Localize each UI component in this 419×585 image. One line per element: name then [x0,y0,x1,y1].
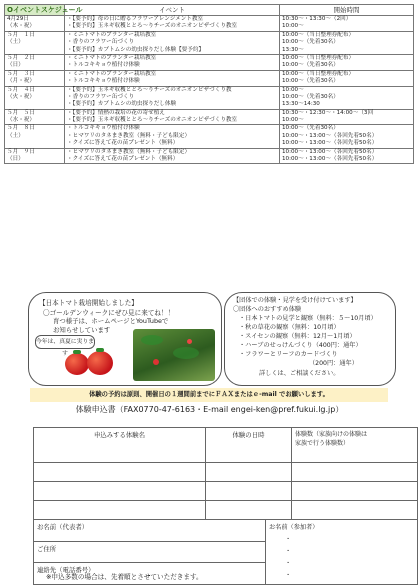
address-label: ご住所 [34,541,144,563]
participants-box[interactable] [266,520,418,585]
schedule-row [5,109,414,125]
participant-bullet: ・ [285,536,292,543]
times-cell [280,86,414,109]
times-line: 10:00〜（先着30名） [282,93,339,100]
events-line: ・ミニトマトのプランター栽培教室 [67,70,157,77]
date-line: （木・祝） [7,23,35,30]
events-cell [65,125,280,148]
date-line [7,47,62,54]
times-line: 10:00〜 [282,117,304,124]
group-item-3: ・スイセンの観察（無料：12月〜1月頃） [239,333,356,340]
experience-datetime-header: 体験の日時 [206,428,292,463]
tomato-stem-icon [96,348,104,352]
times-cell [280,70,414,86]
times-cell [280,54,414,70]
schedule-row [5,16,414,32]
events-cell [65,54,280,70]
date-cell [5,31,65,54]
date-cell [5,54,65,70]
events-cell [65,148,280,164]
experience-count-field[interactable] [292,501,418,520]
date-line: （土） [7,39,24,46]
experience-name-field[interactable] [34,463,206,482]
events-line: ・トルコキキョウ植付け体験 [67,78,140,85]
name-field[interactable] [144,520,266,542]
date-line: （日） [7,62,24,69]
times-line: 13:30〜 [282,46,304,53]
date-line: ５月 ４日 [7,86,35,93]
events-line: ・ヒマワリのタネまき教室（無料・子ども限定） [67,132,191,139]
tomato-plant-photo [133,329,215,381]
participant-bullet: ・ [285,548,292,555]
event-column-header: イベント [65,5,280,16]
events-line: ・【要予約】情熱の栽培の花の寄せ植え [67,109,165,116]
experience-datetime-field[interactable] [206,482,292,501]
experience-name-header: 申込みする体験名 [34,428,206,463]
events-line: ・【要予約】玉ネギ収穫ととろ〜りチーズのオニオンピザづくり教 [67,86,232,93]
events-cell [65,109,280,125]
date-line: ５月 ９日 [7,148,35,155]
experience-count-line-2: 家族で行う体験数） [295,440,350,447]
time-column-header: 開始時間 [280,5,414,16]
schedule-table [4,4,414,164]
schedule-header [5,5,414,16]
experience-count-field[interactable] [292,482,418,501]
participant-bullet: ・ [285,572,292,579]
times-cell [280,109,414,125]
form-entry-row[interactable] [34,501,418,520]
experience-name-field[interactable] [34,501,206,520]
date-line: 4月29日 [7,16,29,22]
times-line: 10:00〜・13:00〜（各回先着50名） [282,148,378,155]
times-cell [280,31,414,54]
form-entry-row[interactable] [34,482,418,501]
events-line: ・ミニトマトのプランター栽培教室 [67,54,157,61]
schedule-row [5,31,414,54]
times-line: 10:00〜（先着30名） [282,125,339,132]
experience-count-field[interactable] [292,463,418,482]
date-cell [5,125,65,148]
form-entry-row[interactable] [34,463,418,482]
date-line: ５月 ３日 [7,70,35,77]
experience-name-field[interactable] [34,482,206,501]
experience-datetime-field[interactable] [206,501,292,520]
times-cell [280,125,414,148]
schedule-row [5,125,414,148]
group-title: 【団体での体験・見学を受け付けています】 [233,297,357,304]
date-line: ５月 ２日 [7,54,35,61]
date-cell [5,16,65,32]
events-line: ・クイズに答えて花の苗プレゼント（無料） [67,156,179,163]
participant-bullet: ・ [285,560,292,567]
tomato-notice-line-1: 〇ゴールデンウィークにぜひ見に来てね！！ [43,309,175,317]
date-cell [5,86,65,109]
events-line: ・香りのフラワー缶づくり [67,93,135,100]
group-item-4: ・ハーブのせっけんづくり（400円：通年） [239,342,362,349]
events-cell [65,86,280,109]
tomato-icon [87,351,113,375]
date-cell [5,70,65,86]
tomato-callout-text: 今年は、真夏に実ります [36,339,94,357]
form-footnote: ※申込多数の場合は、先着順とさせていただきます。 [46,573,203,581]
date-line: （土） [7,132,24,139]
reservation-note: 体験の予約は原則、開催日の１週間前までにＦＡＸまたはｅ-mail でお願いします。 [30,388,388,402]
experience-count-header [292,428,418,463]
events-line: ・ヒマワリのタネまき教室（無料・子ども限定） [67,148,191,155]
date-line: （水・祝） [7,117,35,124]
events-line: ・トルコキキョウ植付け体験 [67,125,140,132]
group-sub: 〇団体へのおすすめ体験 [233,306,302,313]
date-line [7,101,62,108]
events-cell [65,31,280,54]
date-line: （日） [7,156,24,163]
schedule-title: Oイベントスケジュール [5,5,65,16]
date-line [7,140,62,147]
date-line: ５月 １日 [7,31,35,38]
times-line: 10:30〜・13:30〜（2回） [282,16,352,22]
date-line: ５月 ８日 [7,125,35,132]
tomato-icon [65,353,89,375]
times-cell [280,148,414,164]
events-line: ・トルコキキョウ植付け体験 [67,62,140,69]
form-header-row [34,428,418,463]
phone-label: 連絡先（電話番号） [34,563,144,585]
application-form [33,427,418,585]
events-line: ・ミニトマトのプランター栽培教室 [67,31,157,38]
tomato-stem-icon [73,350,81,354]
tomato-notice [28,292,222,386]
participants-label: お名前（参加者） [269,524,319,531]
times-line: 10:00〜・13:00〜（各回先着50名） [282,156,378,163]
times-line: 10:00〜（先着30名） [282,78,339,85]
events-cell [65,70,280,86]
group-item-2: ・秋の草花の観察（無料：10月頃） [239,324,340,331]
date-line: （火・祝） [7,93,35,100]
date-cell [5,109,65,125]
events-line: ・【要予約】玉ネギ収穫ととろ〜りチーズのオニオンピザづくり教室 [67,23,238,30]
events-line: ・【要予約】カブトムシの幼虫探りだし体験 [67,101,177,108]
events-line: ・香りのフラワー缶づくり [67,39,135,46]
group-footer: 詳しくは、ご相談ください。 [259,370,340,377]
date-line: ５月 ５日 [7,109,35,116]
times-line: 10:00〜（当日整理券配布） [282,70,355,77]
times-line: 10:00〜（当日整理券配布） [282,31,355,38]
times-line: 10:00〜・13:00〜（各回先着50名） [282,140,378,147]
times-cell [280,16,414,32]
date-cell [5,148,65,164]
experience-datetime-field[interactable] [206,463,292,482]
times-line: 10:00〜（当日整理券配布） [282,54,355,61]
date-line: （月・祝） [7,78,35,85]
group-price: （200円：通年） [309,360,358,367]
experience-count-line-1: 体験数（家族向けの体験は [295,431,368,438]
group-experience-box [224,292,396,386]
events-line: ・【要予約】玉ネギ収穫ととろ〜りチーズのオニオンピザづくり教室 [67,117,238,124]
tomato-notice-title: 【日本トマト栽培開始しました】 [39,299,138,307]
times-line: 10:00〜 [282,23,304,30]
times-line: 10:00〜 [282,86,304,93]
tomato-notice-line-2: 育つ様子は、ホームページとYouTubeで [53,317,169,325]
times-line: 10:30〜・12:30〜・14:00〜（3回 [282,109,374,116]
schedule-row [5,148,414,164]
address-field[interactable] [144,541,266,563]
events-cell [65,16,280,32]
times-line: 10:00〜（先着30名） [282,39,339,46]
events-line: ・【要予約】カブトムシの幼虫探りだし体験【要予約】 [67,46,205,53]
schedule-row [5,54,414,70]
tomato-callout [35,335,95,357]
group-item-5: ・フラワーとリーフのカードづくり [239,351,338,358]
times-line: 10:00〜・13:00〜（各回先着50名） [282,132,378,139]
times-line: 10:00〜（先着30名） [282,62,339,69]
schedule-row [5,70,414,86]
group-item-1: ・日本トマトの見学と観察（無料：５〜10月頃） [239,315,377,322]
events-line: ・クイズに答えて花の苗プレゼント（無料） [67,140,179,147]
times-line: 13:30〜14:30 [282,101,320,108]
events-line: ・【要予約】母の日に贈るフラワーアレンジメント教室 [67,16,204,22]
schedule-row [5,86,414,109]
name-label: お名前（代表者） [34,520,144,542]
tomato-notice-line-3: お知らせしています [53,326,111,334]
form-title: 体験申込書（FAX0770-47-6163・E-mail engei-ken@pref.fukui.lg.jp） [75,405,344,414]
